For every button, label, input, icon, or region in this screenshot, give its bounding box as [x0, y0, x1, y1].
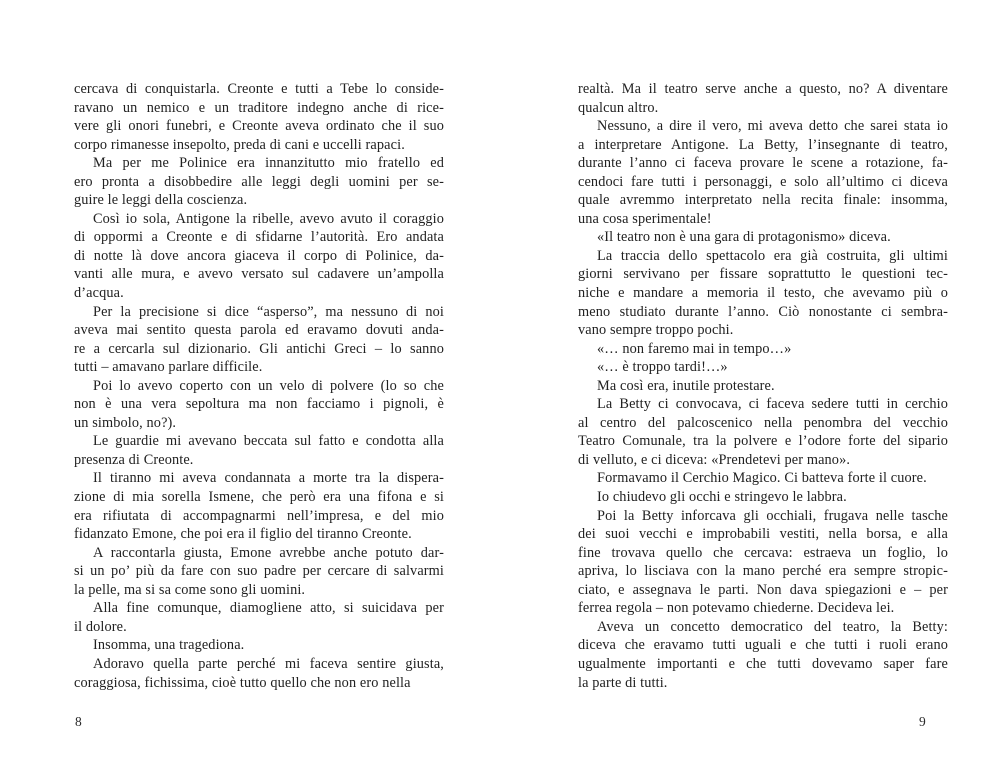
paragraph: [578, 618, 948, 692]
paragraph: [74, 80, 444, 154]
paragraph: [74, 377, 444, 433]
text-line: cendoci fare tutti i personaggi, e solo all’ultimo ci diceva: [578, 173, 948, 190]
page-text: [74, 80, 444, 692]
text-line: re a cercarla sul dizionario. Gli antichi Greci – lo sanno: [74, 340, 444, 357]
paragraph: [578, 488, 948, 507]
text-line: «Il teatro non è una gara di protagonismo» diceva.: [597, 229, 891, 246]
text-line: Io chiudevo gli occhi e stringevo le labbra.: [597, 489, 847, 506]
text-line: Il tiranno mi aveva condannata a morte tra la dispera-: [93, 470, 444, 487]
text-line: di notte là dove ancora giaceva il corpo di Polinice, da-: [74, 247, 444, 264]
text-line: coraggiosa, fichissima, cioè tutto quello che non ero nella: [74, 674, 411, 691]
text-line: Nessuno, a dire il vero, mi aveva detto che sarei stata io: [597, 118, 948, 135]
text-line: Per la precisione si dice “asperso”, ma nessuno di noi: [93, 303, 444, 320]
text-line: vanti alle mura, e avevo versato sul cadavere un’ampolla: [74, 266, 444, 283]
text-line: una cosa sperimentale!: [578, 210, 712, 227]
text-line: A raccontarla giusta, Emone avrebbe anche potuto dar-: [93, 544, 444, 561]
text-line: apriva, lo lisciava con la mano perché era sempre stropic-: [578, 563, 948, 580]
text-line: zione di mia sorella Ismene, che però era una fifona e si: [74, 489, 444, 506]
paragraph: [74, 210, 444, 303]
text-line: fine trovava quello che cercava: estraeva un foglio, lo: [578, 544, 948, 561]
paragraph: [74, 154, 444, 210]
text-line: la parte di tutti.: [578, 674, 668, 691]
text-line: aveva mai sentito questa parola ed eravamo dovuti anda-: [74, 322, 444, 339]
text-line: ravano un nemico e un traditore indegno anche di rice-: [74, 99, 444, 116]
paragraph: [578, 469, 948, 488]
text-line: qualcun altro.: [578, 99, 659, 116]
text-line: Le guardie mi avevano beccata sul fatto e condotta alla: [93, 433, 444, 450]
text-line: vere gli onori funebri, e Creonte aveva ordinato che il suo: [74, 118, 444, 135]
paragraph: [578, 247, 948, 340]
text-line: La traccia dello spettacolo era già costruita, gli ultimi: [597, 247, 948, 264]
text-line: Teatro Comunale, tra la polvere e l’odore forte del sipario: [578, 433, 948, 450]
paragraph: [578, 117, 948, 228]
text-line: di oppormi a Creonte e di sfidarne l’autorità. Ero andata: [74, 229, 444, 246]
text-line: Ma per me Polinice era innanzitutto mio fratello ed: [93, 155, 444, 172]
text-line: «… è troppo tardi!…»: [597, 359, 728, 376]
text-line: giorni servivano per fissare soprattutto le questioni tec-: [578, 266, 948, 283]
paragraph: [74, 599, 444, 636]
text-line: diceva che eravamo tutti uguali e che tutti i ruoli erano: [578, 637, 948, 654]
paragraph: [578, 80, 948, 117]
text-line: durante l’anno ci faceva provare le scene a rotazione, fa-: [578, 155, 948, 172]
text-line: corpo rimanesse insepolto, preda di cani e uccelli rapaci.: [74, 136, 405, 153]
text-line: non è una vera sepoltura ma non facciamo i pignoli, è: [74, 396, 444, 413]
text-line: d’acqua.: [74, 285, 124, 302]
text-line: al centro del palcoscenico nella penombra del vecchio: [578, 414, 948, 431]
text-line: Poi la Betty inforcava gli occhiali, frugava nelle tasche: [597, 507, 948, 524]
paragraph: [74, 469, 444, 543]
text-line: Formavamo il Cerchio Magico. Ci batteva forte il cuore.: [597, 470, 927, 487]
page-right: [578, 0, 948, 767]
paragraph: [74, 636, 444, 655]
page-number-left: 8: [75, 714, 82, 729]
paragraph: [578, 395, 948, 469]
text-line: Alla fine comunque, diamogliene atto, si suicidava per: [93, 600, 444, 617]
text-line: vano sempre troppo pochi.: [578, 322, 734, 339]
text-line: Insomma, una tragediona.: [93, 637, 245, 654]
text-line: tutti – amavano parlare difficile.: [74, 359, 263, 376]
paragraph: [74, 544, 444, 600]
text-line: ferrea regola – non potevamo chiederne. Decideva lei.: [578, 600, 895, 617]
paragraph: [578, 358, 948, 377]
text-line: Adoravo quella parte perché mi faceva sentire giusta,: [93, 655, 444, 672]
paragraph: [74, 655, 444, 692]
text-line: fidanzato Emone, che poi era il figlio del tiranno Creonte.: [74, 526, 412, 543]
text-line: niche e mandare a memoria il testo, che avevamo più o: [578, 285, 948, 302]
text-line: Aveva un concetto democratico del teatro, la Betty:: [597, 618, 948, 635]
text-line: ero pronta a disobbedire alle leggi degli uomini per se-: [74, 173, 444, 190]
text-line: dei suoi vecchi e improbabili vestiti, nella borsa, e alla: [578, 526, 948, 543]
text-line: si un po’ più da fare con suo padre per cercare di salvarmi: [74, 563, 444, 580]
text-line: il dolore.: [74, 618, 127, 635]
text-line: un simbolo, no?).: [74, 414, 177, 431]
text-line: meno studiato durante l’anno. Ciò nonostante ci sembra-: [578, 303, 948, 320]
page-left: [74, 0, 444, 767]
text-line: «… non faremo mai in tempo…»: [597, 340, 792, 357]
text-line: la pelle, ma si sa come sono gli uomini.: [74, 581, 306, 598]
text-line: ugualmente importanti e che tutti dovevamo saper fare: [578, 655, 948, 672]
text-line: La Betty ci convocava, ci faceva sedere tutti in cerchio: [597, 396, 948, 413]
text-line: Così io sola, Antigone la ribelle, avevo avuto il coraggio: [93, 210, 444, 227]
text-line: quale avremmo interpretato nella recita finale: insomma,: [578, 192, 948, 209]
text-line: ciato, e assegnava le parti. Non dava spiegazioni e – per: [578, 581, 948, 598]
text-line: guire le leggi della coscienza.: [74, 192, 248, 209]
text-line: a interpretare Antigone. La Betty, l’insegnante di teatro,: [578, 136, 948, 153]
text-line: presenza di Creonte.: [74, 451, 194, 468]
paragraph: [578, 340, 948, 359]
text-line: realtà. Ma il teatro serve anche a questo, no? A diventare: [578, 81, 948, 97]
paragraph: [578, 228, 948, 247]
text-line: di velluto, e ci diceva: «Prendetevi per mano».: [578, 451, 851, 468]
paragraph: [578, 377, 948, 396]
page-text: [578, 80, 948, 692]
paragraph: [74, 432, 444, 469]
text-line: Poi lo avevo coperto con un velo di polvere (lo so che: [93, 377, 444, 394]
paragraph: [578, 507, 948, 618]
text-line: Ma così era, inutile protestare.: [597, 377, 775, 394]
text-line: cercava di conquistarla. Creonte e tutti a Tebe lo conside-: [74, 81, 444, 97]
paragraph: [74, 303, 444, 377]
text-line: era rifiutata di accompagnarmi nell’impresa, e del mio: [74, 507, 444, 524]
page-number-right: 9: [919, 714, 926, 729]
